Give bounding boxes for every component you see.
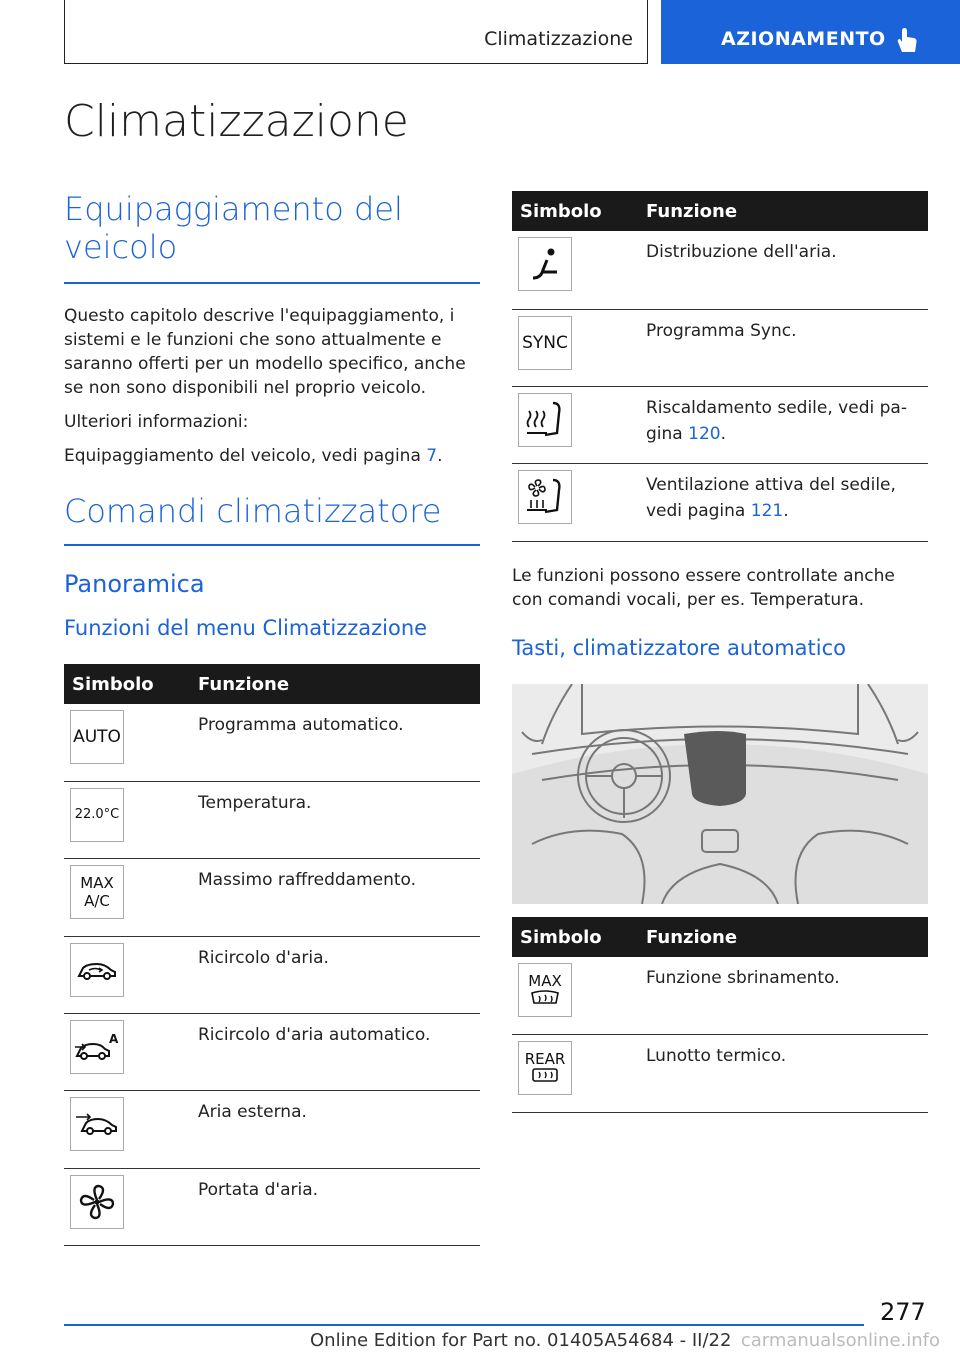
menu-functions-table [64,664,480,1246]
function-cell: Temperatura. [190,781,480,858]
more-info-label: Ulteriori informazioni: [64,411,249,432]
function-cell [638,463,928,541]
function-cell: Programma automatico. [190,704,480,781]
seat-heating-end: . [720,423,726,444]
table-header-row [512,191,928,231]
header-section-title: Climatizzazione [484,28,633,50]
symbol-column-header: Simbolo [512,191,638,231]
function-cell: Aria esterna. [190,1090,480,1168]
equip-rule [64,282,480,284]
table-row [512,309,928,386]
function-cell: Lunotto termico. [638,1034,928,1112]
header-chapter-tab[interactable] [661,0,960,64]
fan-icon [70,1175,124,1229]
function-cell: Portata d'aria. [190,1168,480,1245]
function-cell [638,386,928,463]
equip-section [64,190,480,468]
header-chapter-title: AZIONAMENTO [721,28,886,50]
table-row [512,231,928,309]
seat-ventilation-icon [518,470,572,524]
table-row [512,386,928,463]
comandi-rule [64,544,480,546]
equip-heading: Equipaggiamento del veicolo [64,190,403,266]
watermark: carmanualsonline.info [740,1330,940,1351]
seat-heating-icon [518,393,572,447]
seat-ventilation-text: Ventilazione attiva del sedile, vedi pagina [646,474,896,521]
sync-icon: SYNC [518,316,572,370]
seat-ventilation-page-link[interactable]: 121 [750,500,784,521]
seat-heating-page-link[interactable]: 120 [688,423,721,444]
equip-reference [64,444,480,468]
function-cell: Funzione sbrinamento. [638,957,928,1034]
equip-body: Questo capitolo descrive l'equipaggiamento, i sistemi e le funzioni che sono attualmente e saranno offerti per un modello specifico, anche se non sono disponibili nel proprio veicolo. [64,305,466,398]
air-distribution-icon [518,237,572,291]
edition-note: Online Edition for Part no. 01405A54684 - II/22 [310,1330,732,1351]
table-row [64,858,480,936]
function-cell: Massimo raffreddamento. [190,858,480,936]
function-cell: Distribuzione dell'aria. [638,231,928,309]
table-header-row [64,664,480,704]
function-cell: Ricircolo d'aria. [190,936,480,1013]
page-title: Climatizzazione [64,96,409,147]
hand-pointer-icon [894,26,920,54]
auto-recirculation-icon [70,1020,124,1074]
function-column-header: Funzione [638,917,928,957]
menu-functions-heading: Funzioni del menu Climatizzazione [64,615,428,640]
keys-table [512,917,928,1113]
keys-heading: Tasti, climatizzatore automatico [512,636,847,660]
table-header-row [512,917,928,957]
table-row [512,957,928,1034]
rear-window-heating-label: REAR [524,1049,566,1068]
voice-note: Le funzioni possono essere controllate anche con comandi vocali, per es. Temperatura. [512,566,895,610]
footer-rule [64,1324,864,1326]
recirculation-icon [70,943,124,997]
menu-functions-table-continued [512,191,928,542]
symbol-column-header: Simbolo [64,664,190,704]
svg-text:A: A [109,1031,119,1046]
rear-window-heating-icon [518,1041,572,1095]
function-cell: Programma Sync. [638,309,928,386]
voice-note-section [512,564,928,660]
table-row [64,936,480,1013]
temperature-icon: 22.0°C [70,788,124,842]
seat-ventilation-end: . [783,500,789,521]
equip-ref-end: . [437,445,443,466]
overview-heading: Panoramica [64,569,205,598]
dashboard-illustration [512,684,928,904]
header-section-box [64,0,648,64]
outside-air-icon [70,1097,124,1151]
table-row [64,1013,480,1090]
auto-icon: AUTO [70,710,124,764]
page-number: 277 [880,1298,926,1326]
table-row [64,704,480,781]
equip-ref-text: Equipaggiamento del veicolo, vedi pagina [64,445,427,466]
comandi-section [64,492,480,640]
symbol-column-header: Simbolo [512,917,638,957]
comandi-heading: Comandi climatizzatore [64,492,442,530]
table-row [512,463,928,541]
equip-ref-link[interactable]: 7 [426,445,438,466]
max-defrost-icon [518,963,572,1017]
function-column-header: Funzione [638,191,928,231]
table-row [64,1090,480,1168]
max-ac-icon: MAX A/C [70,865,124,919]
table-row [64,1168,480,1245]
table-row [512,1034,928,1112]
max-defrost-label: MAX [528,972,562,990]
function-cell: Ricircolo d'aria automatico. [190,1013,480,1090]
function-column-header: Funzione [190,664,480,704]
table-row [64,781,480,858]
seat-heating-text: Riscaldamento sedile, vedi pa- gina [646,397,907,444]
